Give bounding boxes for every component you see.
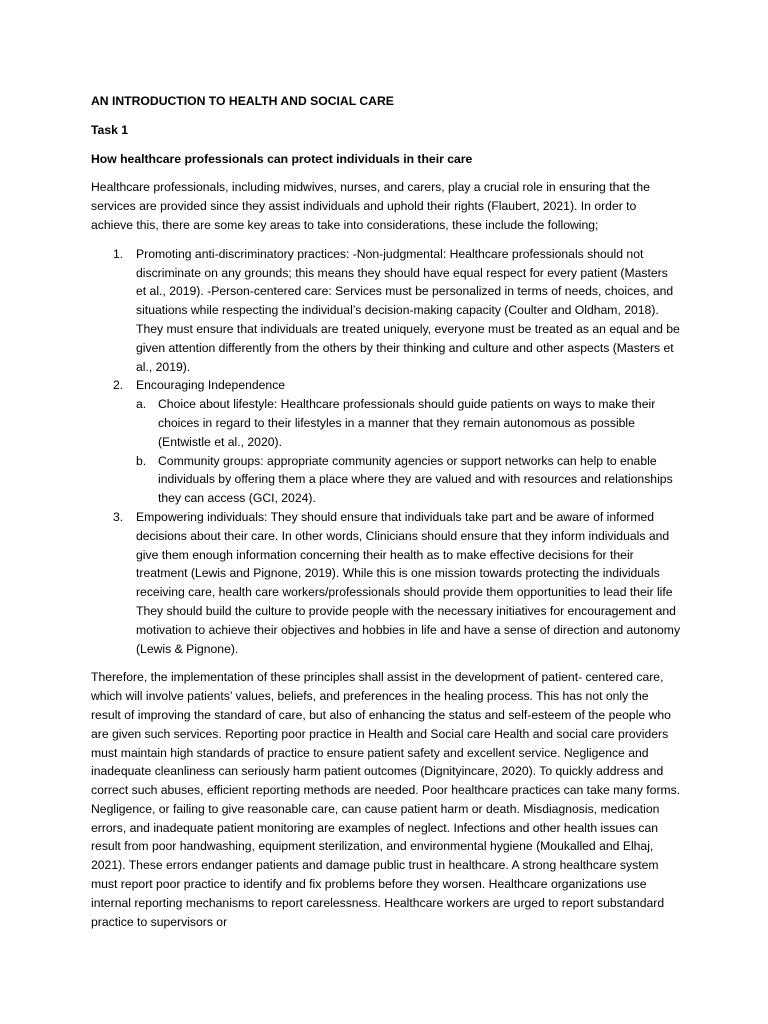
document-page	[91, 92, 681, 941]
conclusion-paragraph: Therefore, the implementation of these principles shall assist in the development of patient- centered care, which will involve patients’ values, beliefs, and preferences in the healing process. This has not only the result of improving the standard of care, but also of enhancing the status and self-esteem of the people who are given such services. Reporting poor practice in Health and Social care Health and social care providers must maintain high standards of practice to ensure patient safety and excellent service. Negligence and inadequate cleanliness can seriously harm patient outcomes (Dignityincare, 2020). To quickly address and correct such abuses, efficient reporting methods are needed. Poor healthcare practices can take many forms. Negligence, or failing to give reasonable care, can cause patient harm or death. Misdiagnosis, medication errors, and inadequate patient monitoring are examples of neglect. Infections and other health issues can result from poor handwashing, equipment sterilization, and environmental hygiene (Moukalled and Elhaj, 2021). These errors endanger patients and damage public trust in healthcare. A strong healthcare system must report poor practice to identify and fix problems before they worsen. Healthcare organizations use internal reporting mechanisms to report carelessness. Healthcare workers are urged to report substandard practice to supervisors or	[91, 670, 681, 929]
sub-list-item-text: Choice about lifestyle: Healthcare professionals should guide patients on ways to make their choices in regard to their lifestyles in a manner that they remain autonomous as possible (Entwistle et al., 2020).	[158, 397, 656, 449]
list-number: 2.	[113, 378, 124, 393]
list-item	[91, 508, 681, 658]
key-areas-list	[91, 245, 681, 659]
sub-list	[136, 395, 681, 508]
sub-list-item-text: Community groups: appropriate community agencies or support networks can help to enable individuals by offering them a place where they are valued and with resources and relationships they can access (GCI, 2024).	[158, 453, 673, 506]
list-number: 3.	[113, 509, 124, 524]
sub-list-item	[136, 452, 681, 508]
list-number: 1.	[113, 246, 124, 261]
list-item-text: Empowering individuals: They should ensure that individuals take part and be aware of informed decisions about their care. In other words, Clinicians should ensure that they inform individuals and give them enough information concerning their health as to make effective decisions for their treatment (Lewis and Pignone, 2019). While this is one mission towards protecting the individuals receiving care, health care workers/professionals should provide them opportunities to lead their life They should build the culture to provide people with the necessary initiatives for encouragement and motivation to achieve their objectives and hobbies in life and have a sense of direction and autonomy (Lewis & Pignone).	[136, 509, 681, 656]
list-item-text: Encouraging Independence	[136, 378, 286, 393]
sub-list-item	[136, 395, 681, 451]
list-item	[91, 245, 681, 377]
sub-list-letter: a.	[136, 397, 147, 412]
sub-list-letter: b.	[136, 453, 147, 468]
intro-paragraph: Healthcare professionals, including midwives, nurses, and carers, play a crucial role in ensuring that the services are provided since they assist individuals and uphold their rights (Flaubert, 2021). In order to achieve this, there are some key areas to take into considerations, these include the following;	[91, 180, 650, 232]
section-heading: How healthcare professionals can protect individuals in their care	[91, 151, 473, 166]
task-label: Task 1	[91, 122, 129, 137]
document-title: AN INTRODUCTION TO HEALTH AND SOCIAL CARE	[91, 94, 394, 108]
list-item	[91, 376, 681, 508]
list-item-text: Promoting anti-discriminatory practices: -Non-judgmental: Healthcare professionals should not discriminate on any grounds; this means they should have equal respect for every patient (Masters et al., 2019). -Person-centered care: Services must be personalized in terms of needs, choices, and situations while respecting the individual’s decision-making capacity (Coulter and Oldham, 2018). They must ensure that individuals are treated uniquely, everyone must be treated as an equal and be given attention differently from the others by their thinking and culture and other aspects (Masters et al., 2019).	[136, 246, 680, 374]
